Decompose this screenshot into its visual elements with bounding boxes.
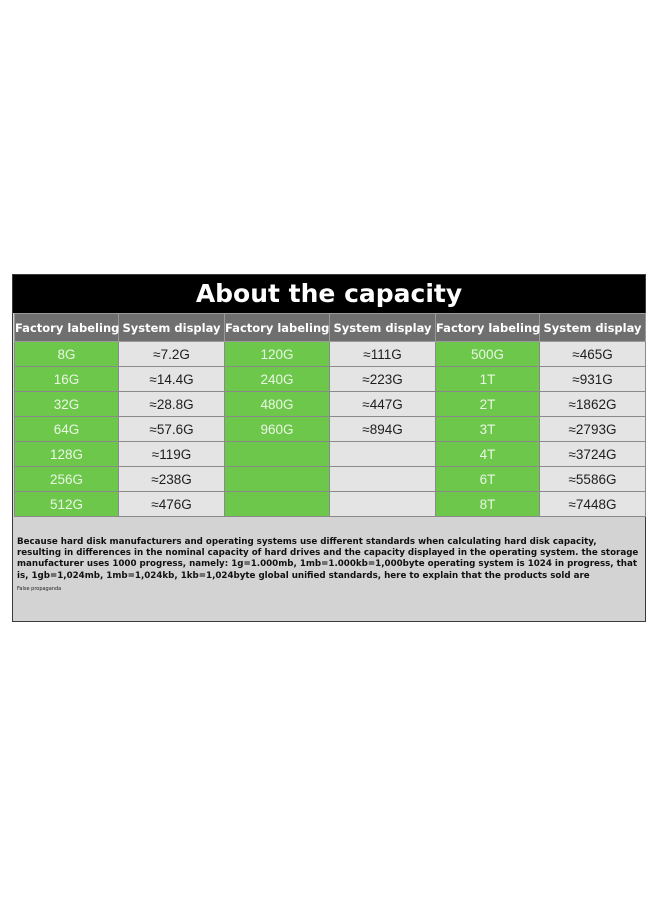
- factory-label-cell: 1T: [436, 367, 540, 392]
- factory-label-cell: 6T: [436, 467, 540, 492]
- factory-label-cell: 64G: [15, 417, 119, 442]
- column-header: Factory labeling: [15, 314, 119, 342]
- system-display-cell: ≈3724G: [540, 442, 646, 467]
- system-display-cell: ≈894G: [330, 417, 436, 442]
- factory-label-cell: [225, 467, 330, 492]
- factory-label-cell: 120G: [225, 342, 330, 367]
- factory-label-cell: 480G: [225, 392, 330, 417]
- system-display-cell: ≈1862G: [540, 392, 646, 417]
- system-display-cell: ≈447G: [330, 392, 436, 417]
- factory-label-cell: 128G: [15, 442, 119, 467]
- factory-label-cell: [225, 492, 330, 517]
- system-display-cell: ≈7448G: [540, 492, 646, 517]
- system-display-cell: [330, 467, 436, 492]
- capacity-card: [12, 274, 646, 622]
- factory-label-cell: 512G: [15, 492, 119, 517]
- table-row: [15, 367, 646, 392]
- system-display-cell: ≈14.4G: [119, 367, 225, 392]
- system-display-cell: ≈223G: [330, 367, 436, 392]
- column-header: System display: [119, 314, 225, 342]
- capacity-table: [14, 313, 646, 517]
- table-header-row: [15, 314, 646, 342]
- system-display-cell: ≈7.2G: [119, 342, 225, 367]
- system-display-cell: ≈111G: [330, 342, 436, 367]
- explanation-note: Because hard disk manufacturers and operating systems use different standards when calculating hard disk capacity, resulting in differences in the nominal capacity of hard drives and the capacity displayed in the operating system. the storage manufacturer uses 1000 progress, namely: 1g=1.000mb, 1mb=1.000kb=1,000byte operating system is 1024 in progress, that is, 1gb=1,024mb, 1mb=1,024kb, 1kb=1,024byte global unified standards, here to explain that the products sold are: [17, 537, 639, 581]
- system-display-cell: ≈5586G: [540, 467, 646, 492]
- table-row: [15, 392, 646, 417]
- factory-label-cell: 4T: [436, 442, 540, 467]
- table-row: [15, 342, 646, 367]
- system-display-cell: ≈931G: [540, 367, 646, 392]
- capacity-title: About the capacity: [13, 275, 645, 313]
- factory-label-cell: 32G: [15, 392, 119, 417]
- column-header: System display: [330, 314, 436, 342]
- table-row: [15, 417, 646, 442]
- system-display-cell: ≈476G: [119, 492, 225, 517]
- factory-label-cell: 960G: [225, 417, 330, 442]
- column-header: System display: [540, 314, 646, 342]
- system-display-cell: ≈28.8G: [119, 392, 225, 417]
- column-header: Factory labeling: [436, 314, 540, 342]
- factory-label-cell: 256G: [15, 467, 119, 492]
- factory-label-cell: 16G: [15, 367, 119, 392]
- factory-label-cell: 240G: [225, 367, 330, 392]
- system-display-cell: ≈119G: [119, 442, 225, 467]
- system-display-cell: ≈238G: [119, 467, 225, 492]
- table-row: [15, 442, 646, 467]
- factory-label-cell: 2T: [436, 392, 540, 417]
- factory-label-cell: 8T: [436, 492, 540, 517]
- factory-label-cell: 3T: [436, 417, 540, 442]
- footnote-text: False propaganda: [17, 586, 62, 592]
- column-header: Factory labeling: [225, 314, 330, 342]
- system-display-cell: [330, 492, 436, 517]
- table-row: [15, 467, 646, 492]
- factory-label-cell: 8G: [15, 342, 119, 367]
- system-display-cell: ≈2793G: [540, 417, 646, 442]
- factory-label-cell: [225, 442, 330, 467]
- factory-label-cell: 500G: [436, 342, 540, 367]
- system-display-cell: [330, 442, 436, 467]
- system-display-cell: ≈465G: [540, 342, 646, 367]
- table-row: [15, 492, 646, 517]
- system-display-cell: ≈57.6G: [119, 417, 225, 442]
